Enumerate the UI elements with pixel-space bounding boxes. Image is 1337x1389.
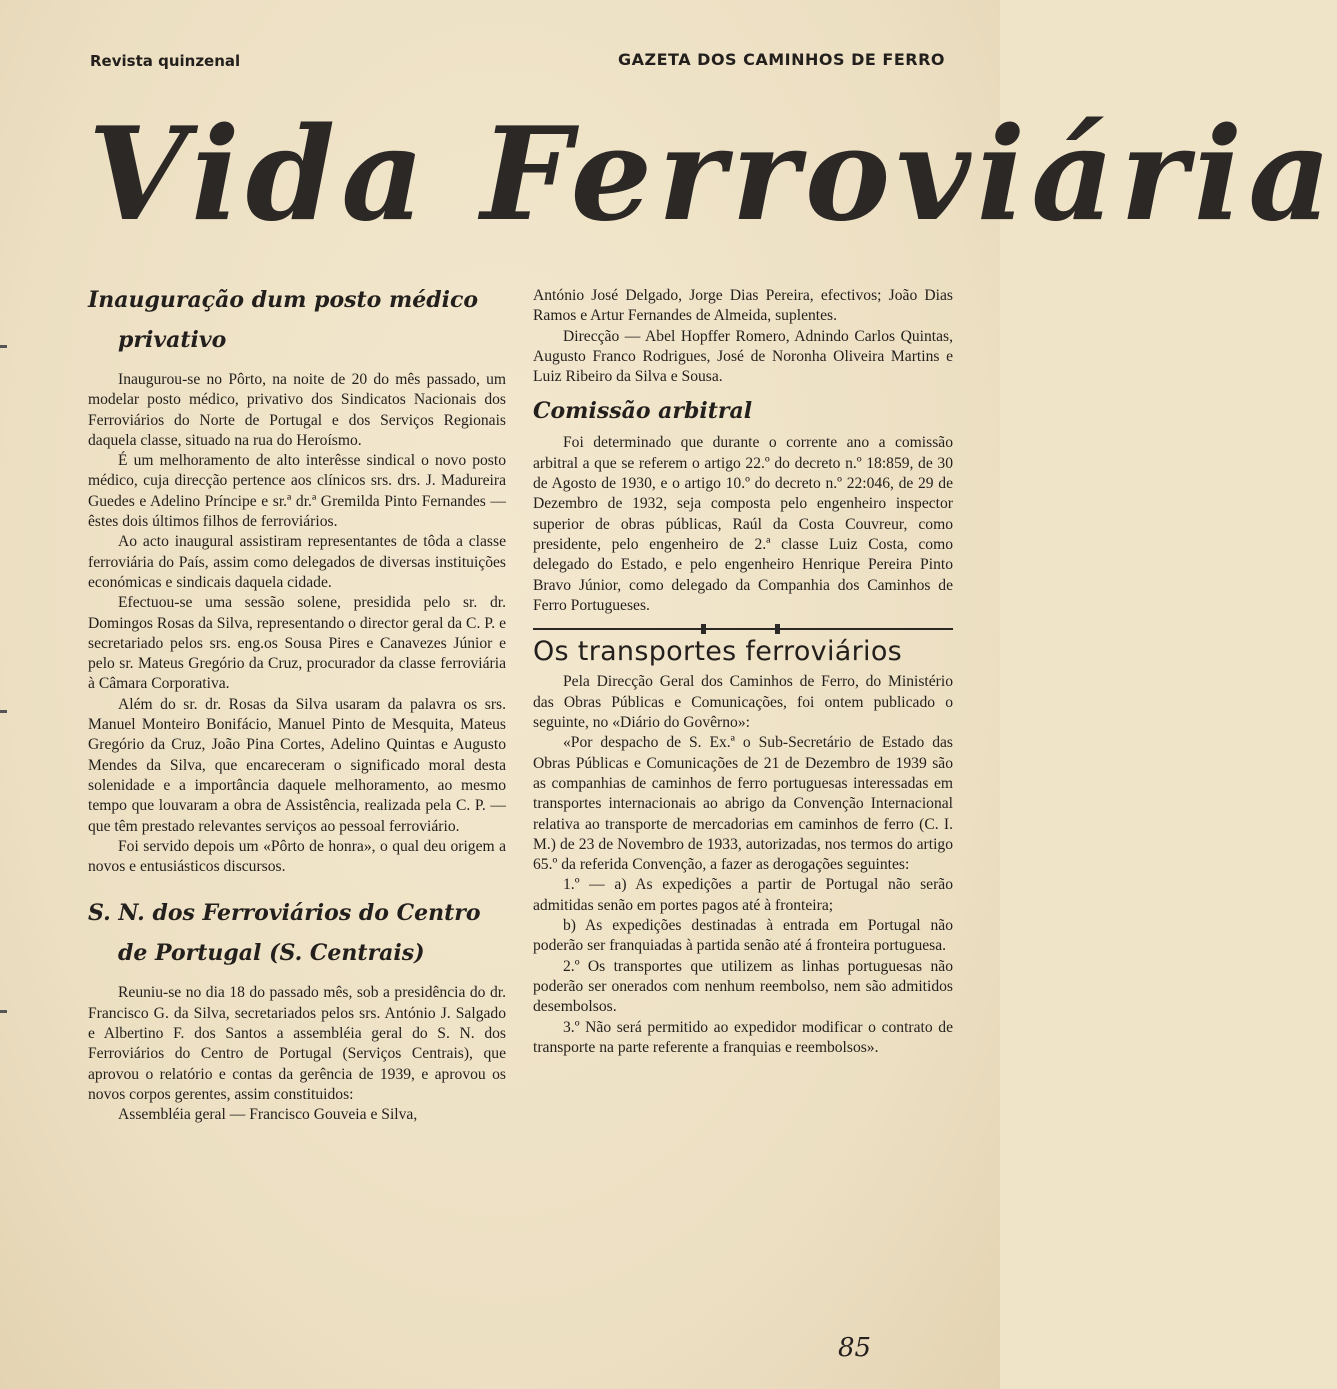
- heading-line-1: S. N. dos Ferroviários do Centro: [88, 900, 481, 927]
- paragraph: 1.º — a) As expedições a partir de Portugal não serão admitidas senão em portes pagos até à fronteira;: [533, 876, 953, 914]
- left-column: [88, 280, 506, 1126]
- paragraph: Efectuou-se uma sessão solene, presidida pelo sr. dr. Domingos Rosas da Silva, representando o director geral da C. P. e secretariado pelos srs. eng.os Sousa Pires e Canavezes Júnior e pelo sr. Mateus Gregório da Cruz, procurador da classe ferroviária à Câmara Corporativa.: [88, 594, 506, 693]
- heading-line-1: Inauguração dum posto médico: [88, 287, 479, 313]
- paragraph: Foi determinado que durante o corrente ano a comissão arbitral a que se referem o artigo 22.º do decreto n.º 18:859, de 30 de Agosto de 1930, e o artigo 10.º do decreto n.º 22:046, de 29 de Dezembro de 1932, seja composta pelo engenheiro inspector superior de obras públicas, Raúl da Costa Couvreur, como presidente, pelo engenheiro de 2.ª classe Luiz Costa, como delegado do Estado, e pelo engenheiro Henrique Pereira Pinto Bravo Júnior, como delegado da Companhia dos Caminhos de Ferro Portugueses.: [533, 434, 953, 614]
- heading-line-2: privativo: [118, 327, 227, 353]
- paragraph: É um melhoramento de alto interêsse sindical o novo posto médico, cuja direcção pertence aos clínicos srs. drs. J. Madureira Guedes e Adelino Príncipe e sr.ª dr.ª Gremilda Pinto Fernandes — êstes dois últimos filhos de ferroviários.: [88, 452, 506, 531]
- divider-line: [533, 628, 953, 630]
- article-body-transportes: [533, 672, 953, 1058]
- article-heading-sn-centro: [88, 893, 506, 973]
- divider-ornament: [701, 624, 706, 634]
- heading-line-2: de Portugal (S. Centrais): [118, 940, 425, 967]
- paragraph: Além do sr. dr. Rosas da Silva usaram da palavra os srs. Manuel Monteiro Bonifácio, Manuel Pinto de Mesquita, Mateus Gregório da Cruz, João Pina Cortes, Adelino Quintas e Augusto Mendes da Silva, que encareceram o significado moral desta solenidade e a importância daquele melhoramento, ao mesmo tempo que louvaram a obra de Assistência, realizada pela C. P. — que têm prestado relevantes serviços ao pessoal ferroviário.: [88, 695, 506, 835]
- article-heading-posto-medico: [88, 280, 506, 360]
- masthead-title: Vida Ferroviária: [88, 100, 1337, 250]
- right-column: [533, 286, 953, 1058]
- article-body-comissao: [533, 433, 953, 616]
- paragraph: b) As expedições destinadas à entrada em Portugal não poderão ser franquiadas à partida senão até á fronteira portuguesa.: [533, 917, 953, 955]
- page-number: 85: [838, 1333, 872, 1363]
- paragraph: 2.º Os transportes que utilizem as linhas portuguesas não poderão ser onerados com nenhum reembolso, nem são admitidos desembolsos.: [533, 957, 953, 1016]
- article-heading-comissao: Comissão arbitral: [533, 398, 753, 425]
- article-heading-transportes: Os transportes ferroviários: [533, 636, 903, 668]
- running-header-right: GAZETA DOS CAMINHOS DE FERRO: [617, 50, 945, 69]
- article-body-posto-medico: [88, 370, 506, 877]
- paragraph: Ao acto inaugural assistiram representantes de tôda a classe ferroviária do País, assim como delegados de diversas instituições económicas e sindicais daquela cidade.: [88, 533, 506, 591]
- article-body-sn-centro-continued: [533, 286, 953, 387]
- running-header-left: Revista quinzenal: [90, 52, 241, 70]
- paragraph: Assembléia geral — Francisco Gouveia e Silva,: [118, 1106, 418, 1124]
- article-body-sn-centro: [88, 983, 506, 1125]
- divider-ornament: [775, 624, 780, 634]
- paragraph: Reuniu-se no dia 18 do passado mês, sob a presidência do dr. Francisco G. da Silva, secretariados pelos srs. António J. Salgado e Albertino F. dos Santos a assembléia geral do S. N. dos Ferroviários do Centro de Portugal (Serviços Centrais), que aprovou o relatório e contas da gerência de 1939, e aprovou os novos corpos gerentes, assim constituidos:: [88, 984, 506, 1103]
- paragraph: Foi servido depois um «Pôrto de honra», o qual deu origem a novos e entusiásticos discursos.: [88, 837, 506, 876]
- paragraph: Pela Direcção Geral dos Caminhos de Ferro, do Ministério das Obras Públicas e Comunicações, foi ontem publicado o seguinte, no «Diário do Govêrno»:: [533, 673, 953, 732]
- binder-mark: [0, 1010, 7, 1013]
- paragraph: António José Delgado, Jorge Dias Pereira, efectivos; João Dias Ramos e Artur Fernandes de Almeida, suplentes.: [533, 287, 953, 325]
- binder-mark: [0, 345, 7, 348]
- binder-mark: [0, 710, 7, 713]
- paragraph: 3.º Não será permitido ao expedidor modificar o contrato de transporte na parte referente a franquias e reembolsos».: [533, 1018, 953, 1056]
- paragraph: «Por despacho de S. Ex.ª o Sub-Secretário de Estado das Obras Públicas e Comunicações de 21 de Dezembro de 1939 são as companhias de caminhos de ferro portuguesas interessadas em transportes internacionais ao abrigo da Convenção Internacional relativa ao transporte de mercadorias em caminhos de ferro (C. I. M.) de 23 de Novembro de 1933, autorizadas, nos termos do artigo 65.º da referida Convenção, a fazer as derogações seguintes:: [533, 734, 953, 874]
- section-divider: [533, 622, 953, 636]
- paragraph: Direcção — Abel Hopffer Romero, Adnindo Carlos Quintas, Augusto Franco Rodrigues, José de Noronha Oliveira Martins e Luiz Ribeiro da Silva e Sousa.: [533, 327, 953, 386]
- paragraph: Inaugurou-se no Pôrto, na noite de 20 do mês passado, um modelar posto médico, privativo dos Sindicatos Nacionais dos Ferroviários do Norte de Portugal e dos Serviços Regionais daquela classe, situado na rua do Heroísmo.: [88, 371, 506, 449]
